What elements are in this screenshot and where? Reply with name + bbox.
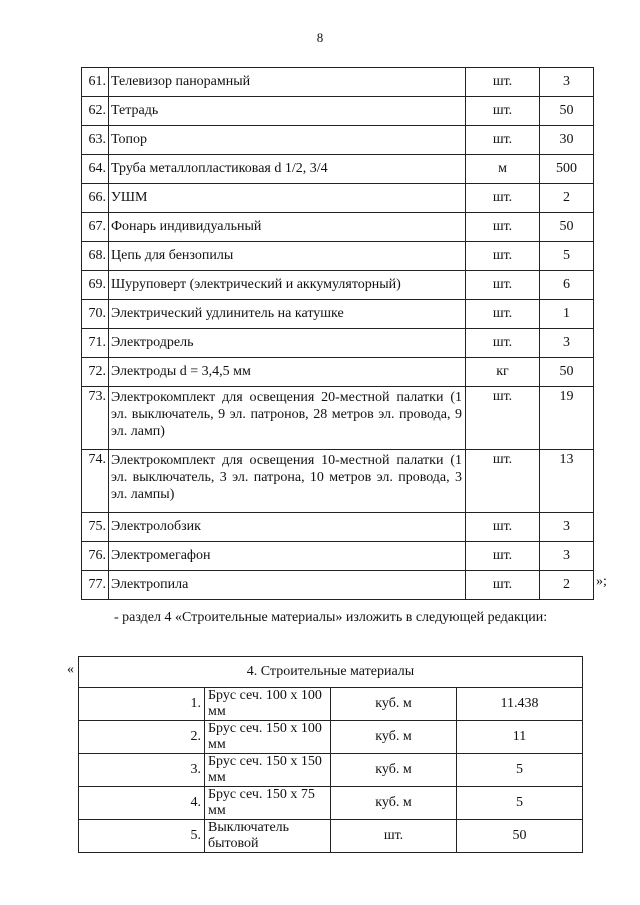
table-row [82,97,594,126]
item-name: Цепь для бензопилы [109,242,466,271]
table-row [82,184,594,213]
row-number: 76. [82,542,109,571]
item-unit: шт. [466,450,540,513]
item-name: Электроды d = 3,4,5 мм [109,358,466,387]
item-name: Электрический удлинитель на катушке [109,300,466,329]
item-unit: шт. [466,126,540,155]
item-name: Брус сеч. 100 х 100 мм [205,688,331,721]
building-materials-table [78,656,583,853]
item-quantity: 50 [540,97,594,126]
equipment-table [81,67,594,600]
row-number: 64. [82,155,109,184]
section-heading: 4. Строительные материалы [79,657,583,688]
item-name: Топор [109,126,466,155]
row-number: 2. [79,721,205,754]
row-number: 75. [82,513,109,542]
item-quantity: 2 [540,571,594,600]
table-row [82,358,594,387]
table-row [82,242,594,271]
item-quantity: 11 [457,721,583,754]
row-number: 70. [82,300,109,329]
table-row [82,126,594,155]
item-unit: куб. м [331,721,457,754]
item-unit: шт. [466,213,540,242]
item-unit: куб. м [331,688,457,721]
item-quantity: 5 [457,754,583,787]
row-number: 68. [82,242,109,271]
row-number: 62. [82,97,109,126]
item-quantity: 1 [540,300,594,329]
item-name: Фонарь индивидуальный [109,213,466,242]
item-quantity: 50 [457,820,583,853]
amendment-paragraph: - раздел 4 «Строительные материалы» изложить в следующей редакции: [114,610,548,625]
table-row [79,787,583,820]
item-name: Брус сеч. 150 х 150 мм [205,754,331,787]
item-quantity: 5 [457,787,583,820]
table-row [82,387,594,450]
item-quantity: 3 [540,513,594,542]
item-name: Шуруповерт (электрический и аккумуляторный) [109,271,466,300]
row-number: 66. [82,184,109,213]
item-unit: м [466,155,540,184]
row-number: 74. [82,450,109,513]
item-unit: шт. [466,571,540,600]
item-name: УШМ [109,184,466,213]
item-name: Электропила [109,571,466,600]
item-unit: куб. м [331,754,457,787]
item-quantity: 5 [540,242,594,271]
item-name: Электромегафон [109,542,466,571]
row-number: 77. [82,571,109,600]
item-unit: шт. [466,184,540,213]
row-number: 1. [79,688,205,721]
row-number: 63. [82,126,109,155]
item-name: Электрокомплект для освещения 10-местной палатки (1 эл. выключатель, 3 эл. патрона, 10 метров эл. провода, 3 эл. лампы) [109,450,466,513]
item-quantity: 3 [540,68,594,97]
row-number: 69. [82,271,109,300]
item-unit: шт. [466,513,540,542]
table-row [82,68,594,97]
item-quantity: 19 [540,387,594,450]
opening-quote: « [67,662,74,677]
item-quantity: 3 [540,542,594,571]
row-number: 5. [79,820,205,853]
closing-quote: »; [596,574,607,589]
table-row [82,571,594,600]
item-quantity: 500 [540,155,594,184]
item-name: Электрокомплект для освещения 20-местной палатки (1 эл. выключатель, 9 эл. патронов, 28 метров эл. провода, 9 эл. ламп) [109,387,466,450]
item-unit: шт. [331,820,457,853]
item-unit: шт. [466,242,540,271]
table-row [79,754,583,787]
table-row [82,213,594,242]
item-quantity: 2 [540,184,594,213]
item-unit: кг [466,358,540,387]
table-row [82,513,594,542]
table-row [82,329,594,358]
item-unit: шт. [466,68,540,97]
item-name: Электролобзик [109,513,466,542]
item-quantity: 13 [540,450,594,513]
item-name: Брус сеч. 150 х 100 мм [205,721,331,754]
row-number: 3. [79,754,205,787]
item-unit: шт. [466,97,540,126]
table-row [79,820,583,853]
table-heading-row [79,657,583,688]
item-unit: шт. [466,329,540,358]
table-row [82,450,594,513]
item-quantity: 30 [540,126,594,155]
item-name: Брус сеч. 150 х 75 мм [205,787,331,820]
table-row [82,542,594,571]
row-number: 72. [82,358,109,387]
row-number: 71. [82,329,109,358]
item-quantity: 3 [540,329,594,358]
item-quantity: 11.438 [457,688,583,721]
item-unit: шт. [466,387,540,450]
item-unit: куб. м [331,787,457,820]
row-number: 67. [82,213,109,242]
item-quantity: 50 [540,213,594,242]
table-row [79,721,583,754]
row-number: 73. [82,387,109,450]
item-name: Электродрель [109,329,466,358]
table-row [82,155,594,184]
item-name: Тетрадь [109,97,466,126]
item-name: Труба металлопластиковая d 1/2, 3/4 [109,155,466,184]
row-number: 4. [79,787,205,820]
item-unit: шт. [466,300,540,329]
item-name: Телевизор панорамный [109,68,466,97]
item-quantity: 50 [540,358,594,387]
table-row [79,688,583,721]
page-number: 8 [316,30,324,45]
table-row [82,271,594,300]
item-name: Выключатель бытовой [205,820,331,853]
row-number: 61. [82,68,109,97]
table-row [82,300,594,329]
item-quantity: 6 [540,271,594,300]
item-unit: шт. [466,542,540,571]
item-unit: шт. [466,271,540,300]
